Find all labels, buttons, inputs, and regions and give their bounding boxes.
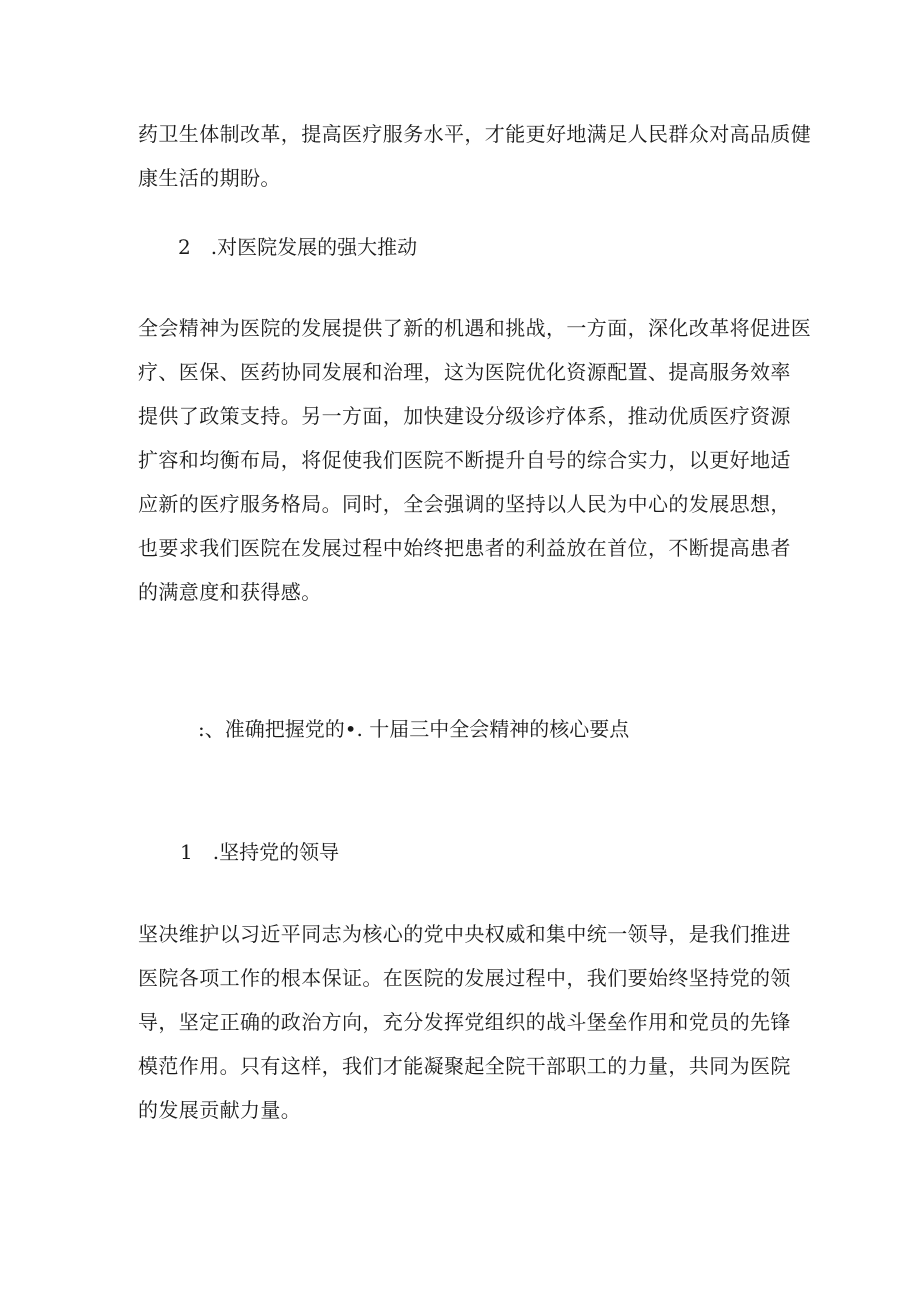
- paragraph-line: 全会精神为医院的发展提供了新的机遇和挑战，一方面，深化改革将促进医: [138, 316, 812, 340]
- section-2-paragraph: [138, 306, 812, 614]
- paragraph-line: 坚决维护以习近平同志为核心的党中央权威和集中统一领导，是我们推进: [138, 922, 791, 946]
- paragraph-line: 康生活的期盼。: [138, 166, 281, 190]
- paragraph-line: 的发展贡献力量。: [138, 1098, 302, 1122]
- paragraph-line: 提供了政策支持。另一方面，加快建设分级诊疗体系，推动优质医疗资源: [138, 404, 791, 428]
- paragraph-line: 也要求我们医院在发展过程中始终把患者的利益放在首位，不断提高患者: [138, 536, 791, 560]
- paragraph-line: 疗、医保、医药协同发展和治理，这为医院优化资源配置、提高服务效率: [138, 360, 791, 384]
- continuation-paragraph: [138, 112, 812, 200]
- paragraph-line: 应新的医疗服务格局。同时，全会强调的坚持以人民为中心的发展思想，: [138, 492, 791, 516]
- part-heading: :、准确把握党的•. 十届三中全会精神的核心要点: [198, 717, 630, 741]
- paragraph-line: 药卫生体制改革，提高医疗服务水平，才能更好地满足人民群众对高品质健: [138, 122, 812, 146]
- section-2-heading: 2 .对医院发展的强大推动: [178, 235, 418, 259]
- section-1-paragraph: [138, 912, 791, 1132]
- paragraph-line: 导，坚定正确的政治方向，充分发挥党组织的战斗堡垒作用和党员的先锋: [138, 1010, 791, 1034]
- paragraph-line: 的满意度和获得感。: [138, 580, 322, 604]
- paragraph-line: 模范作用。只有这样，我们才能凝聚起全院干部职工的力量，共同为医院: [138, 1054, 791, 1078]
- paragraph-line: 扩容和均衡布局，将促使我们医院不断提升自号的综合实力，以更好地适: [138, 448, 791, 472]
- section-1-heading: 1 .坚持党的领导: [180, 840, 340, 864]
- paragraph-line: 医院各项工作的根本保证。在医院的发展过程中，我们要始终坚持党的领: [138, 966, 791, 990]
